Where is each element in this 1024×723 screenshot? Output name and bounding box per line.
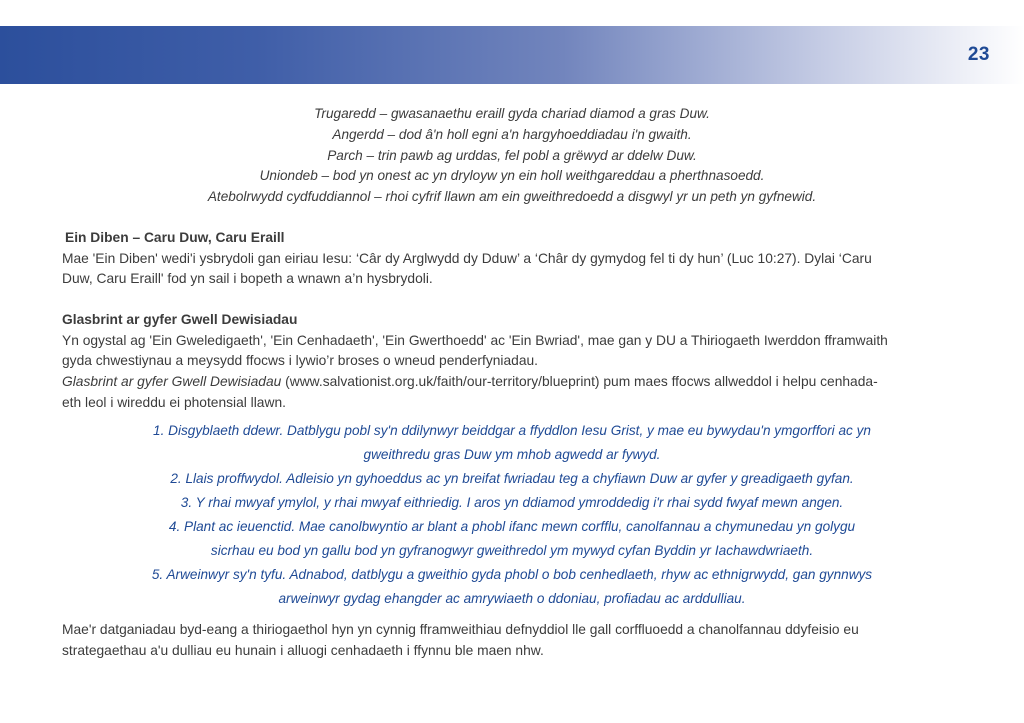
blueprint-body-line: Yn ogystal ag 'Ein Gweledigaeth', 'Ein Cenhadaeth', 'Ein Gwerthoedd' ac 'Ein Bwriad', mae gan y DU a Thiriogaeth Iwerddon fframwaith xyxy=(62,332,888,348)
value-line: Parch – trin pawb ag urddas, fel pobl a grëwyd ar ddelw Duw. xyxy=(327,147,697,163)
closing-line: Mae'r datganiadau byd-eang a thiriogaethol hyn yn cynnig fframweithiau defnyddiol lle gall corffluoedd a chanolfannau ddyfeisio eu xyxy=(62,622,859,637)
blueprint-heading: Glasbrint ar gyfer Gwell Dewisiadau xyxy=(62,312,298,327)
focus-area-line: 4. Plant ac ieuenctid. Mae canolbwyntio ar blant a phobl ifanc mewn corfflu, canolfannau a chymunedau yn golygu xyxy=(168,519,856,534)
focus-area-line: 2. Llais proffwydol. Adleisio yn gyhoeddus ac yn breifat fwriadau teg a chyfiawn Duw ar gyfer y greadigaeth gyfan. xyxy=(170,471,854,486)
focus-area-line: 3. Y rhai mwyaf ymylol, y rhai mwyaf eithriedig. I aros yn ddiamod ymroddedig i'r rhai sydd fwyaf mewn angen. xyxy=(180,495,844,510)
value-line: Angerdd – dod â'n holl egni a'n hargyhoeddiadau i'n gwaith. xyxy=(332,126,692,142)
purpose-heading: Ein Diben – Caru Duw, Caru Eraill xyxy=(65,230,285,245)
page-number: 23 xyxy=(967,44,990,65)
focus-area-line: 1. Disgyblaeth ddewr. Datblygu pobl sy'n ddilynwyr beiddgar a ffyddlon Iesu Grist, y mae eu bywydau'n ymgorffori ac yn xyxy=(153,423,871,438)
focus-area-line: arweinwyr gydag ehangder ac amrywiaeth o ddoniau, profiadau ac arddulliau. xyxy=(278,591,746,606)
value-line: Trugaredd – gwasanaethu eraill gyda chariad diamod a gras Duw. xyxy=(314,106,710,121)
blueprint-body-line: eth leol i wireddu ei photensial llawn. xyxy=(62,394,286,410)
focus-area-line: 5. Arweinwyr sy'n tyfu. Adnabod, datblygu a gweithio gyda phobl o bob cenhedlaeth, rhyw ac ethnigrwydd, gan gynnwys xyxy=(151,567,873,582)
focus-area-line: gweithredu gras Duw ym mhob agwedd ar fywyd. xyxy=(363,447,661,462)
focus-area-line: sicrhau eu bod yn gallu bod yn gyfranogwyr gweithredol ym mywyd cyfan Byddin yr Iachawdwriaeth. xyxy=(210,543,814,558)
blueprint-url-text: (www.salvationist.org.uk/faith/our-territory/blueprint) pum maes ffocws allweddol i helpu cenhada- xyxy=(281,374,878,390)
blueprint-reference-line xyxy=(62,372,967,393)
values-list xyxy=(62,104,962,208)
purpose-section xyxy=(62,228,967,290)
focus-areas-list xyxy=(62,419,962,611)
blueprint-title-italic: Glasbrint ar gyfer Gwell Dewisiadau xyxy=(62,374,282,390)
closing-line: strategaethau a'u dulliau eu hunain i alluogi cenhadaeth i ffynnu ble maen nhw. xyxy=(62,642,544,658)
blueprint-body-line: gyda chwestiynau a meysydd ffocws i lywio’r broses o wneud penderfyniadau. xyxy=(62,353,538,369)
purpose-body-line: Mae 'Ein Diben' wedi'i ysbrydoli gan eiriau Iesu: ‘Câr dy Arglwydd dy Dduw’ a ‘Châr dy gymydog fel ti dy hun’ (Luc 10:27). Dylai ‘Caru xyxy=(62,250,872,266)
blueprint-section xyxy=(62,310,967,414)
value-line: Atebolrwydd cydfuddiannol – rhoi cyfrif llawn am ein gweithredoedd a disgwyl yr un peth yn gyfnewid. xyxy=(207,189,817,205)
closing-paragraph xyxy=(62,620,967,661)
header-band xyxy=(0,26,1024,84)
value-line: Uniondeb – bod yn onest ac yn dryloyw yn ein holl weithgareddau a pherthnasoedd. xyxy=(259,168,765,184)
purpose-body-line: Duw, Caru Eraill' fod yn sail i bopeth a wnawn a’n hysbrydoli. xyxy=(62,271,433,287)
